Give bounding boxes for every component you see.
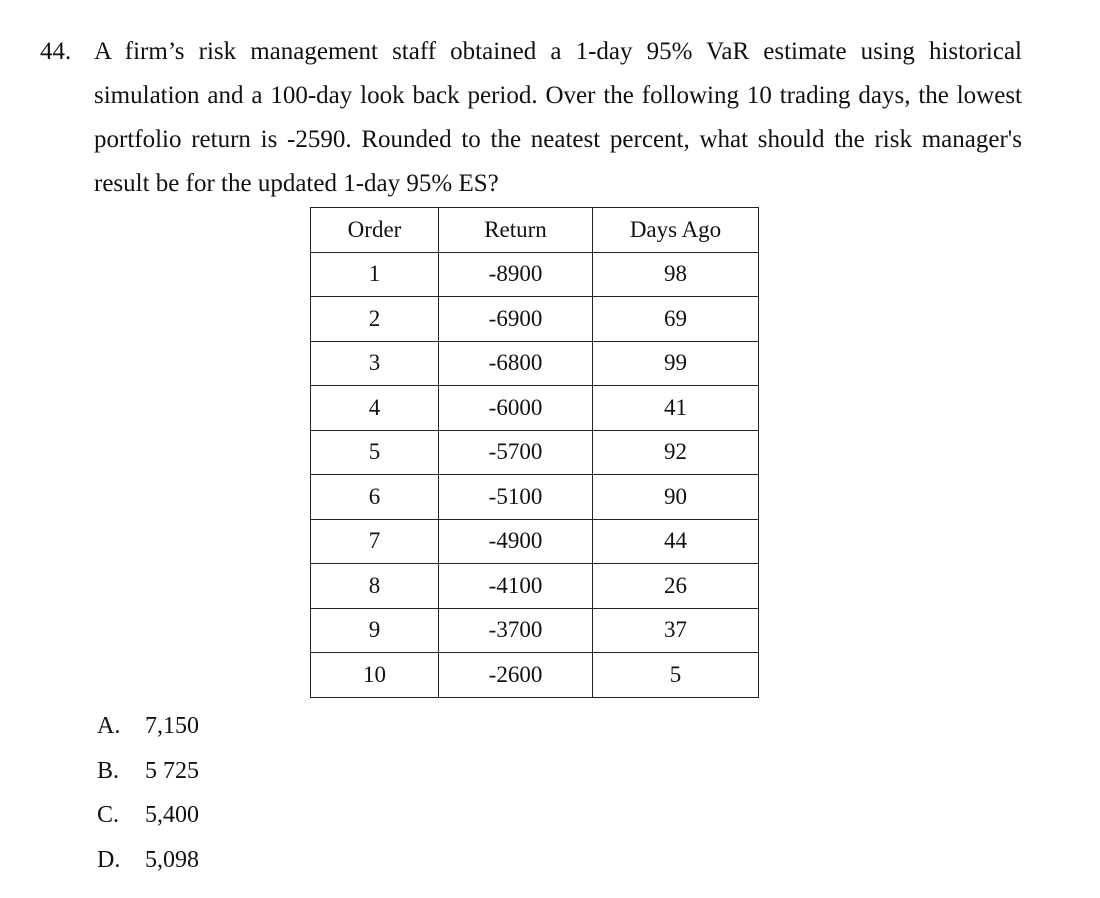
table-header-row bbox=[311, 208, 759, 253]
cell-days-ago: 69 bbox=[593, 297, 759, 342]
answer-options bbox=[97, 704, 199, 882]
table-row bbox=[311, 430, 759, 475]
table-row bbox=[311, 653, 759, 698]
table-row bbox=[311, 564, 759, 609]
cell-days-ago: 26 bbox=[593, 564, 759, 609]
table-row bbox=[311, 386, 759, 431]
option-letter: B. bbox=[97, 757, 120, 784]
cell-order: 1 bbox=[311, 252, 439, 297]
cell-return: -5100 bbox=[439, 475, 593, 520]
cell-return: -3700 bbox=[439, 608, 593, 653]
table-row bbox=[311, 341, 759, 386]
cell-order: 4 bbox=[311, 386, 439, 431]
cell-order: 7 bbox=[311, 519, 439, 564]
cell-days-ago: 90 bbox=[593, 475, 759, 520]
option-letter: C. bbox=[97, 802, 120, 828]
cell-return: -5700 bbox=[439, 430, 593, 475]
option-value: 5 725 bbox=[145, 757, 199, 784]
table-row bbox=[311, 519, 759, 564]
option-a bbox=[97, 704, 199, 749]
table-row bbox=[311, 252, 759, 297]
cell-return: -4100 bbox=[439, 564, 593, 609]
cell-order: 8 bbox=[311, 564, 439, 609]
cell-days-ago: 41 bbox=[593, 386, 759, 431]
cell-order: 5 bbox=[311, 430, 439, 475]
cell-order: 3 bbox=[311, 341, 439, 386]
header-return: Return bbox=[439, 208, 593, 253]
table-row bbox=[311, 475, 759, 520]
cell-return: -6900 bbox=[439, 297, 593, 342]
option-letter: D. bbox=[97, 846, 121, 873]
cell-return: -4900 bbox=[439, 519, 593, 564]
option-value: 7,150 bbox=[145, 713, 199, 739]
cell-days-ago: 5 bbox=[593, 653, 759, 698]
cell-days-ago: 98 bbox=[593, 252, 759, 297]
cell-days-ago: 99 bbox=[593, 341, 759, 386]
cell-return: -8900 bbox=[439, 252, 593, 297]
table-row bbox=[311, 297, 759, 342]
cell-return: -2600 bbox=[439, 653, 593, 698]
option-d bbox=[97, 838, 199, 883]
cell-return: -6800 bbox=[439, 341, 593, 386]
cell-order: 6 bbox=[311, 475, 439, 520]
cell-days-ago: 37 bbox=[593, 608, 759, 653]
cell-order: 10 bbox=[311, 653, 439, 698]
cell-order: 9 bbox=[311, 608, 439, 653]
cell-days-ago: 92 bbox=[593, 430, 759, 475]
cell-return: -6000 bbox=[439, 386, 593, 431]
option-b bbox=[97, 749, 199, 794]
option-value: 5,098 bbox=[145, 846, 199, 873]
table-row bbox=[311, 608, 759, 653]
question-text: A firm’s risk management staff obtained a 1-day 95% VaR estimate using historical simulation and a 100-day look back period. Over the following 10 trading days, the lowest portfolio return is -2590. Rounded to the neatest percent, what should the risk manager's result be for the updated 1-day 95% ES? bbox=[94, 38, 1022, 197]
cell-order: 2 bbox=[311, 297, 439, 342]
returns-table bbox=[310, 207, 759, 698]
header-order: Order bbox=[311, 208, 439, 253]
option-value: 5,400 bbox=[145, 802, 199, 828]
header-days-ago: Days Ago bbox=[593, 208, 759, 253]
option-letter: A. bbox=[97, 713, 121, 739]
cell-days-ago: 44 bbox=[593, 519, 759, 564]
option-c bbox=[97, 793, 199, 838]
question-number: 44. bbox=[40, 38, 72, 65]
